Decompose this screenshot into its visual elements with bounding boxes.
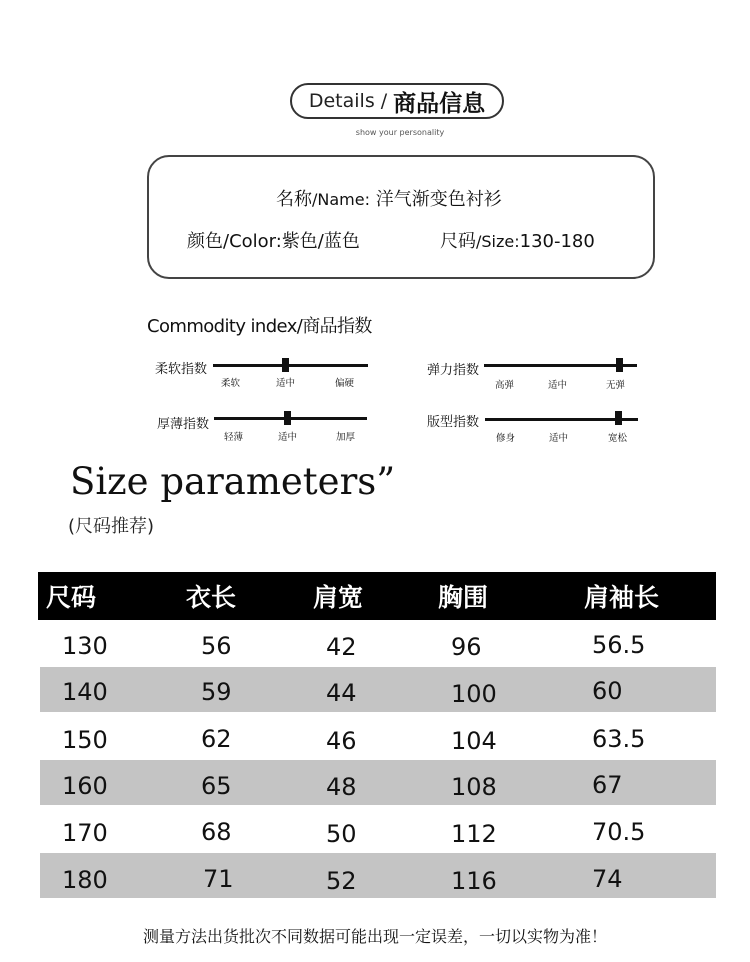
- table-cell-length: 71: [203, 865, 234, 893]
- table-cell-chest: 100: [451, 680, 497, 708]
- product-name-line: [276, 185, 502, 211]
- size-label-en: /Size:: [476, 232, 520, 251]
- table-cell-sleeve-length: 67: [592, 771, 623, 799]
- table-cell-size: 160: [62, 772, 108, 800]
- index-fit-label: 版型指数: [427, 415, 480, 430]
- details-subtitle: show your personality: [355, 128, 445, 137]
- table-cell-size: 140: [62, 678, 108, 706]
- table-cell-shoulder: 52: [326, 867, 357, 895]
- table-cell-size: 130: [62, 632, 108, 660]
- index-softness-marker: [282, 358, 289, 372]
- index-elasticity-tick: 无弹: [606, 380, 626, 391]
- table-cell-sleeve-length: 56.5: [592, 631, 646, 659]
- table-cell-size: 180: [62, 866, 108, 894]
- index-softness-tick: 适中: [276, 378, 296, 389]
- color-label-en: /Color:: [223, 231, 282, 252]
- size-value: 130-180: [519, 231, 595, 252]
- index-softness-scale: [213, 364, 368, 367]
- table-cell-chest: 112: [451, 820, 497, 848]
- column-header-chest: 胸围: [438, 583, 489, 612]
- color-value: 紫色/蓝色: [281, 231, 360, 252]
- index-elasticity-tick: 高弹: [495, 380, 515, 391]
- index-elasticity-scale: [484, 364, 637, 367]
- table-cell-length: 56: [201, 632, 232, 660]
- table-cell-shoulder: 42: [326, 633, 357, 661]
- commodity-index-heading: Commodity index/商品指数: [147, 316, 372, 337]
- table-cell-shoulder: 44: [326, 679, 357, 707]
- table-cell-shoulder: 48: [326, 773, 357, 801]
- column-header-size: 尺码: [46, 583, 97, 612]
- details-title-cn: 商品信息: [393, 90, 486, 117]
- index-thickness-marker: [284, 411, 291, 425]
- index-softness-label: 柔软指数: [155, 362, 208, 377]
- table-cell-chest: 104: [451, 727, 497, 755]
- table-cell-sleeve-length: 63.5: [592, 725, 646, 753]
- product-info-box: [147, 155, 655, 279]
- table-cell-chest: 116: [451, 867, 497, 895]
- measurement-disclaimer: 测量方法出货批次不同数据可能出现一定误差，一切以实物为准！: [142, 927, 607, 946]
- details-title-pill: [290, 83, 504, 119]
- name-label-en: /Name:: [312, 190, 370, 209]
- size-parameters-subheading: (尺码推荐): [68, 516, 155, 537]
- column-header-sleeve-length: 肩袖长: [584, 583, 660, 612]
- name-label-cn: 名称: [276, 189, 312, 210]
- table-cell-shoulder: 50: [326, 820, 357, 848]
- table-cell-length: 68: [201, 818, 232, 846]
- index-elasticity-tick: 适中: [548, 380, 568, 391]
- table-cell-chest: 96: [451, 633, 482, 661]
- product-color-line: [187, 227, 360, 253]
- name-value: 洋气渐变色衬衫: [375, 189, 502, 210]
- index-thickness-tick: 轻薄: [224, 432, 244, 443]
- table-cell-length: 65: [201, 772, 232, 800]
- index-thickness-tick: 加厚: [336, 432, 356, 443]
- index-fit-tick: 宽松: [608, 433, 628, 444]
- index-softness-tick: 柔软: [221, 378, 241, 389]
- table-cell-size: 150: [62, 726, 108, 754]
- index-thickness-label: 厚薄指数: [157, 417, 210, 432]
- column-header-length: 衣长: [186, 583, 237, 612]
- index-softness-tick: 偏硬: [335, 378, 355, 389]
- table-cell-sleeve-length: 60: [592, 677, 623, 705]
- index-fit-marker: [615, 411, 622, 425]
- product-size-line: [440, 227, 595, 253]
- color-label-cn: 颜色: [187, 231, 223, 252]
- size-parameters-heading: Size parameters”: [70, 460, 396, 503]
- table-cell-sleeve-length: 74: [592, 865, 623, 893]
- table-cell-sleeve-length: 70.5: [592, 818, 646, 846]
- index-elasticity-label: 弹力指数: [427, 363, 480, 378]
- table-cell-chest: 108: [451, 773, 497, 801]
- index-fit-tick: 适中: [549, 433, 569, 444]
- index-thickness-tick: 适中: [278, 432, 298, 443]
- index-elasticity-marker: [616, 358, 623, 372]
- table-cell-shoulder: 46: [326, 727, 357, 755]
- details-title-en: Details: [308, 90, 375, 112]
- column-header-shoulder: 肩宽: [313, 583, 364, 612]
- table-cell-length: 62: [201, 725, 232, 753]
- table-cell-length: 59: [201, 678, 232, 706]
- size-label-cn: 尺码: [440, 231, 476, 252]
- index-fit-tick: 修身: [496, 433, 516, 444]
- table-cell-size: 170: [62, 819, 108, 847]
- details-title-separator: /: [380, 90, 388, 112]
